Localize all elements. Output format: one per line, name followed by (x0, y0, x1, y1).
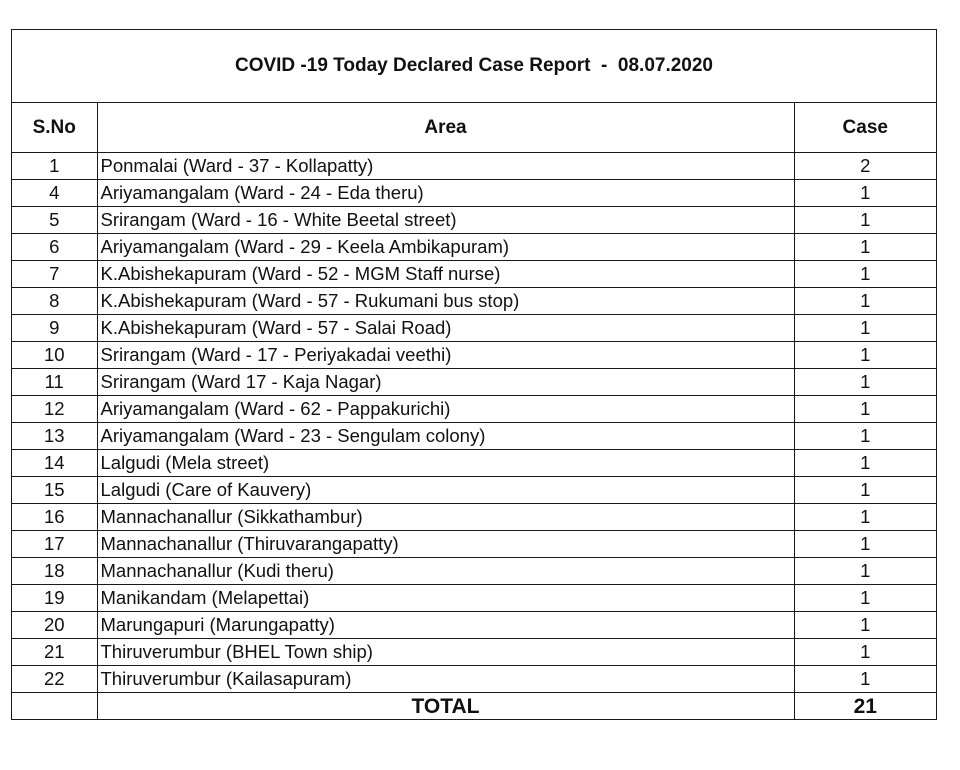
case-cell: 1 (794, 261, 936, 288)
case-cell: 1 (794, 504, 936, 531)
table-row (12, 504, 936, 531)
table-body (12, 153, 936, 720)
sno-cell: 19 (12, 585, 97, 612)
sno-cell: 14 (12, 450, 97, 477)
area-cell: Mannachanallur (Thiruvarangapatty) (97, 531, 794, 558)
sno-cell: 13 (12, 423, 97, 450)
sno-cell: 4 (12, 180, 97, 207)
area-cell: Manikandam (Melapettai) (97, 585, 794, 612)
sno-cell: 17 (12, 531, 97, 558)
case-cell: 1 (794, 315, 936, 342)
table-row (12, 369, 936, 396)
total-sno-cell (12, 693, 97, 720)
table-row (12, 585, 936, 612)
sno-cell: 9 (12, 315, 97, 342)
case-cell: 1 (794, 666, 936, 693)
area-cell: K.Abishekapuram (Ward - 57 - Rukumani bus stop) (97, 288, 794, 315)
case-cell: 1 (794, 450, 936, 477)
area-cell: Ariyamangalam (Ward - 29 - Keela Ambikapuram) (97, 234, 794, 261)
area-cell: Mannachanallur (Sikkathambur) (97, 504, 794, 531)
case-cell: 1 (794, 531, 936, 558)
case-cell: 2 (794, 153, 936, 180)
sno-cell: 1 (12, 153, 97, 180)
sno-cell: 15 (12, 477, 97, 504)
sno-header: S.No (12, 103, 97, 153)
sno-cell: 16 (12, 504, 97, 531)
case-cell: 1 (794, 477, 936, 504)
case-cell: 1 (794, 585, 936, 612)
area-cell: Thiruverumbur (BHEL Town ship) (97, 639, 794, 666)
case-cell: 1 (794, 288, 936, 315)
case-cell: 1 (794, 342, 936, 369)
table-row (12, 261, 936, 288)
sno-cell: 20 (12, 612, 97, 639)
case-cell: 1 (794, 180, 936, 207)
area-cell: K.Abishekapuram (Ward - 57 - Salai Road) (97, 315, 794, 342)
table-row (12, 639, 936, 666)
area-cell: Srirangam (Ward - 17 - Periyakadai veethi) (97, 342, 794, 369)
table-row (12, 423, 936, 450)
table-row (12, 396, 936, 423)
table-row (12, 666, 936, 693)
area-header: Area (97, 103, 794, 153)
case-cell: 1 (794, 396, 936, 423)
sno-cell: 10 (12, 342, 97, 369)
case-cell: 1 (794, 558, 936, 585)
sno-cell: 12 (12, 396, 97, 423)
sno-cell: 7 (12, 261, 97, 288)
area-cell: Ponmalai (Ward - 37 - Kollapatty) (97, 153, 794, 180)
sno-cell: 5 (12, 207, 97, 234)
case-header: Case (794, 103, 936, 153)
total-value: 21 (794, 693, 936, 720)
case-cell: 1 (794, 639, 936, 666)
case-cell: 1 (794, 423, 936, 450)
sno-cell: 11 (12, 369, 97, 396)
area-cell: Lalgudi (Care of Kauvery) (97, 477, 794, 504)
area-cell: Mannachanallur (Kudi theru) (97, 558, 794, 585)
area-cell: Lalgudi (Mela street) (97, 450, 794, 477)
case-cell: 1 (794, 207, 936, 234)
case-report-table (11, 29, 937, 720)
sno-cell: 8 (12, 288, 97, 315)
table-row (12, 612, 936, 639)
sno-cell: 21 (12, 639, 97, 666)
area-cell: Thiruverumbur (Kailasapuram) (97, 666, 794, 693)
area-cell: Srirangam (Ward 17 - Kaja Nagar) (97, 369, 794, 396)
table-row (12, 531, 936, 558)
area-cell: Ariyamangalam (Ward - 62 - Pappakurichi) (97, 396, 794, 423)
table-row (12, 234, 936, 261)
sno-cell: 18 (12, 558, 97, 585)
table-row (12, 558, 936, 585)
area-cell: Srirangam (Ward - 16 - White Beetal street) (97, 207, 794, 234)
sno-cell: 22 (12, 666, 97, 693)
table-row (12, 477, 936, 504)
total-label: TOTAL (97, 693, 794, 720)
table-row (12, 288, 936, 315)
area-cell: K.Abishekapuram (Ward - 52 - MGM Staff nurse) (97, 261, 794, 288)
area-cell: Ariyamangalam (Ward - 23 - Sengulam colony) (97, 423, 794, 450)
table-row (12, 342, 936, 369)
table-row (12, 315, 936, 342)
header-row (12, 103, 936, 153)
area-cell: Ariyamangalam (Ward - 24 - Eda theru) (97, 180, 794, 207)
table-row (12, 153, 936, 180)
case-table (12, 103, 936, 719)
case-cell: 1 (794, 234, 936, 261)
report-title: COVID -19 Today Declared Case Report - 08.07.2020 (12, 30, 936, 103)
table-row (12, 207, 936, 234)
total-row (12, 693, 936, 720)
area-cell: Marungapuri (Marungapatty) (97, 612, 794, 639)
sno-cell: 6 (12, 234, 97, 261)
case-cell: 1 (794, 369, 936, 396)
case-cell: 1 (794, 612, 936, 639)
table-row (12, 450, 936, 477)
table-row (12, 180, 936, 207)
